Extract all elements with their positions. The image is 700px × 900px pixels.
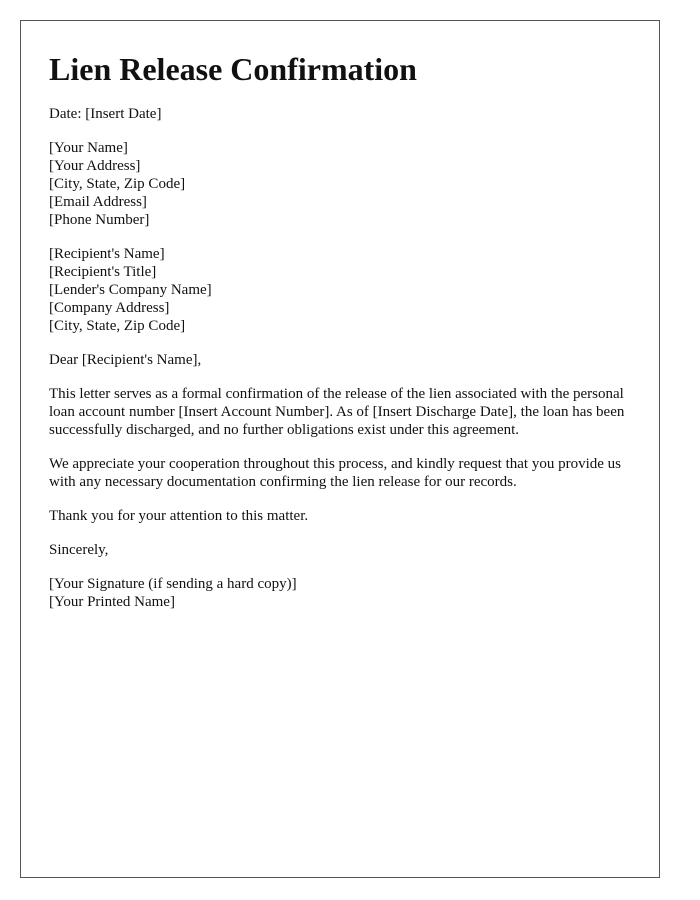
letter-page (20, 20, 660, 878)
sender-block (49, 139, 639, 229)
closing: Sincerely, (49, 542, 109, 558)
body-paragraph-request: We appreciate your cooperation throughout this process, and kindly request that you provide us with any necessary documentation confirming the lien release for our records. (49, 456, 621, 490)
date-line: Date: [Insert Date] (49, 106, 162, 122)
recipient-address: [Company Address] (49, 300, 170, 316)
sender-address: [Your Address] (49, 158, 141, 174)
recipient-company: [Lender's Company Name] (49, 282, 212, 298)
recipient-name: [Recipient's Name] (49, 246, 165, 262)
recipient-title: [Recipient's Title] (49, 264, 157, 280)
sender-name: [Your Name] (49, 140, 128, 156)
printed-name: [Your Printed Name] (49, 594, 175, 610)
letter-content (49, 51, 639, 627)
signature-line: [Your Signature (if sending a hard copy)] (49, 576, 297, 592)
body-paragraph-thanks: Thank you for your attention to this matter. (49, 508, 309, 524)
salutation: Dear [Recipient's Name], (49, 352, 202, 368)
sender-email: [Email Address] (49, 194, 147, 210)
letter-title: Lien Release Confirmation (49, 51, 417, 87)
recipient-block (49, 245, 639, 335)
body-paragraph-confirmation: This letter serves as a formal confirmation of the release of the lien associated with the personal loan account number [Insert Account Number]. As of [Insert Discharge Date], the loan has been successfully discharged, and no further obligations exist under this agreement. (49, 386, 625, 438)
sender-city-state-zip: [City, State, Zip Code] (49, 176, 186, 192)
sender-phone: [Phone Number] (49, 212, 150, 228)
signature-block (49, 575, 639, 611)
recipient-city-state-zip: [City, State, Zip Code] (49, 318, 186, 334)
